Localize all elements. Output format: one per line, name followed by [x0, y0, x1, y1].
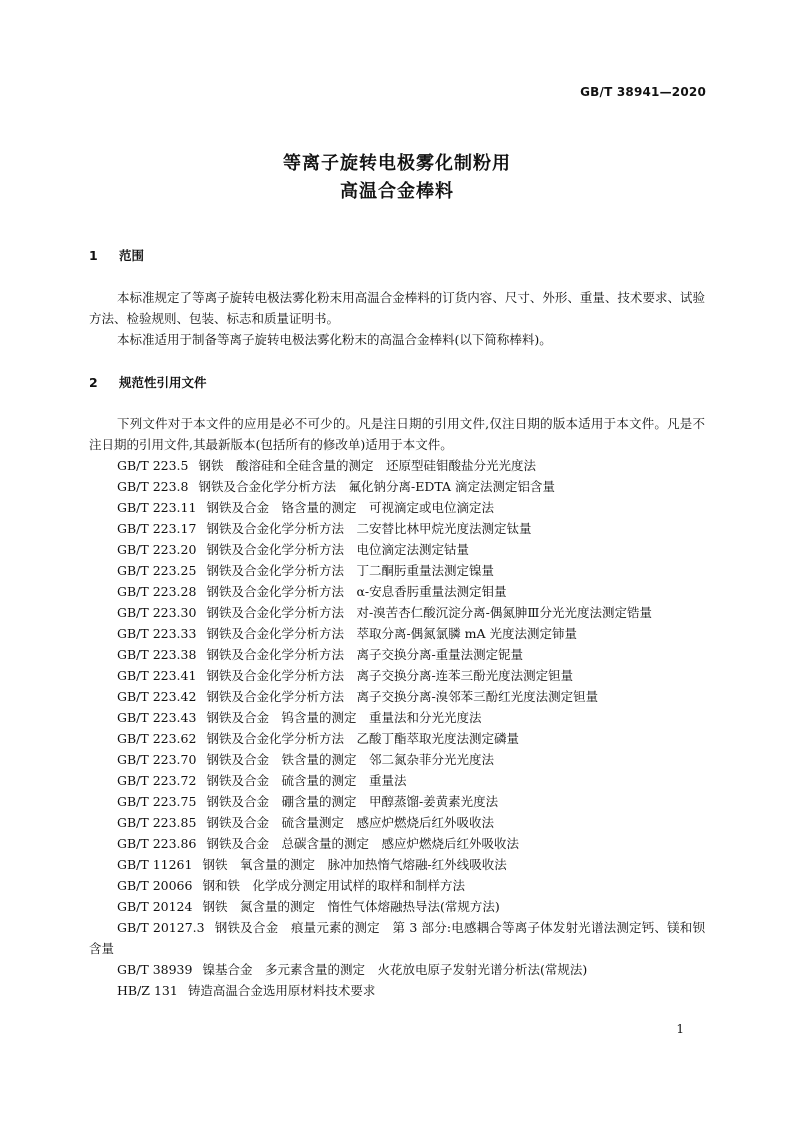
reference-code: GB/T 223.20 [117, 542, 197, 557]
reference-code: GB/T 223.62 [117, 731, 197, 746]
reference-item [89, 455, 705, 476]
reference-item [89, 812, 705, 833]
reference-code: GB/T 20127.3 [117, 920, 205, 935]
reference-item [89, 728, 705, 749]
reference-code: GB/T 223.86 [117, 836, 197, 851]
reference-item [89, 770, 705, 791]
reference-item [89, 749, 705, 770]
reference-item [89, 518, 705, 539]
reference-title: 钢铁及合金化学分析方法 离子交换分离-溴邻苯三酚红光度法测定钽量 [206, 689, 599, 704]
reference-title: 钢铁及合金 钨含量的测定 重量法和分光光度法 [206, 710, 482, 725]
reference-item [89, 497, 705, 518]
reference-title: 铸造高温合金选用原材料技术要求 [187, 983, 376, 998]
reference-item [89, 539, 705, 560]
reference-title: 钢和铁 化学成分测定用试样的取样和制样方法 [202, 878, 465, 893]
reference-item [89, 476, 705, 497]
reference-title: 镍基合金 多元素含量的测定 火花放电原子发射光谱分析法(常规法) [202, 962, 588, 977]
reference-title: 钢铁及合金化学分析方法 α-安息香肟重量法测定钼量 [206, 584, 507, 599]
reference-item [89, 917, 705, 959]
standard-number: GB/T 38941—2020 [580, 85, 706, 99]
reference-title: 钢铁及合金 硫含量测定 感应炉燃烧后红外吸收法 [206, 815, 494, 830]
reference-item [89, 560, 705, 581]
reference-item [89, 644, 705, 665]
document-title-line-2: 高温合金棒料 [340, 181, 454, 202]
reference-code: GB/T 223.33 [117, 626, 197, 641]
section-2-number: 2 [89, 375, 98, 390]
reference-code: GB/T 223.11 [117, 500, 197, 515]
reference-code: GB/T 20066 [117, 878, 193, 893]
reference-title: 钢铁及合金 痕量元素的测定 第 3 部分:电感耦合等离子体发射光谱法测定钙、镁和钡含量 [89, 920, 705, 956]
reference-title: 钢铁 氧含量的测定 脉冲加热惰气熔融-红外线吸收法 [202, 857, 507, 872]
reference-item [89, 959, 705, 980]
reference-code: GB/T 223.43 [117, 710, 197, 725]
reference-title: 钢铁及合金化学分析方法 乙酸丁酯萃取光度法测定磷量 [206, 731, 519, 746]
reference-code: GB/T 223.17 [117, 521, 197, 536]
reference-item [89, 707, 705, 728]
reference-code: GB/T 223.28 [117, 584, 197, 599]
reference-code: GB/T 223.38 [117, 647, 197, 662]
section-1-number: 1 [89, 248, 98, 263]
reference-code: GB/T 38939 [117, 962, 193, 977]
reference-title: 钢铁及合金化学分析方法 萃取分离-偶氮氯膦 mA 光度法测定铈量 [206, 626, 577, 641]
reference-code: GB/T 223.72 [117, 773, 197, 788]
reference-title: 钢铁及合金化学分析方法 离子交换分离-连苯三酚光度法测定钽量 [206, 668, 574, 683]
reference-title: 钢铁 氮含量的测定 惰性气体熔融热导法(常规方法) [202, 899, 500, 914]
reference-title: 钢铁及合金 硼含量的测定 甲醇蒸馏-姜黄素光度法 [206, 794, 499, 809]
reference-item [89, 875, 705, 896]
reference-code: GB/T 223.25 [117, 563, 197, 578]
section-1-heading [89, 246, 144, 264]
section-2-heading [89, 373, 207, 391]
reference-item [89, 980, 705, 1001]
reference-code: GB/T 223.70 [117, 752, 197, 767]
document-title [0, 150, 794, 206]
reference-item [89, 686, 705, 707]
section-1-paragraph-1: 本标准规定了等离子旋转电极法雾化粉末用高温合金棒料的订货内容、尺寸、外形、重量、技术要求、试验方法、检验规则、包装、标志和质量证明书。 [89, 290, 705, 326]
section-2-intro: 下列文件对于本文件的应用是必不可少的。凡是注日期的引用文件,仅注日期的版本适用于本文件。凡是不注日期的引用文件,其最新版本(包括所有的修改单)适用于本文件。 [89, 416, 705, 452]
reference-list [89, 455, 705, 1001]
page-number: 1 [676, 1022, 684, 1036]
reference-title: 钢铁及合金化学分析方法 离子交换分离-重量法测定铌量 [206, 647, 524, 662]
reference-title: 钢铁及合金 铬含量的测定 可视滴定或电位滴定法 [206, 500, 494, 515]
reference-title: 钢铁及合金 铁含量的测定 邻二氮杂菲分光光度法 [206, 752, 494, 767]
section-2-title: 规范性引用文件 [119, 375, 207, 390]
document-title-line-1: 等离子旋转电极雾化制粉用 [283, 153, 511, 174]
reference-code: GB/T 223.85 [117, 815, 197, 830]
reference-title: 钢铁及合金化学分析方法 二安替比林甲烷光度法测定钛量 [206, 521, 532, 536]
reference-title: 钢铁及合金 总碳含量的测定 感应炉燃烧后红外吸收法 [206, 836, 519, 851]
reference-item [89, 791, 705, 812]
reference-code: GB/T 223.8 [117, 479, 189, 494]
reference-code: GB/T 11261 [117, 857, 193, 872]
reference-item [89, 665, 705, 686]
reference-title: 钢铁及合金化学分析方法 氟化钠分离-EDTA 滴定法测定铝含量 [198, 479, 556, 494]
reference-item [89, 581, 705, 602]
section-1-paragraph-2: 本标准适用于制备等离子旋转电极法雾化粉末的高温合金棒料(以下简称棒料)。 [117, 332, 552, 347]
reference-code: GB/T 223.42 [117, 689, 197, 704]
reference-title: 钢铁及合金化学分析方法 对-溴苦杏仁酸沉淀分离-偶氮胂Ⅲ分光光度法测定锆量 [206, 605, 652, 620]
reference-code: HB/Z 131 [117, 983, 178, 998]
reference-item [89, 854, 705, 875]
reference-code: GB/T 223.5 [117, 458, 189, 473]
reference-item [89, 896, 705, 917]
reference-code: GB/T 20124 [117, 899, 193, 914]
reference-title: 钢铁及合金化学分析方法 电位滴定法测定钴量 [206, 542, 469, 557]
reference-title: 钢铁及合金化学分析方法 丁二酮肟重量法测定镍量 [206, 563, 494, 578]
reference-code: GB/T 223.41 [117, 668, 197, 683]
reference-item [89, 623, 705, 644]
reference-code: GB/T 223.30 [117, 605, 197, 620]
reference-code: GB/T 223.75 [117, 794, 197, 809]
section-1-title: 范围 [119, 248, 145, 263]
reference-item [89, 833, 705, 854]
reference-title: 钢铁 酸溶硅和全硅含量的测定 还原型硅钼酸盐分光光度法 [198, 458, 536, 473]
reference-item [89, 602, 705, 623]
reference-title: 钢铁及合金 硫含量的测定 重量法 [206, 773, 407, 788]
